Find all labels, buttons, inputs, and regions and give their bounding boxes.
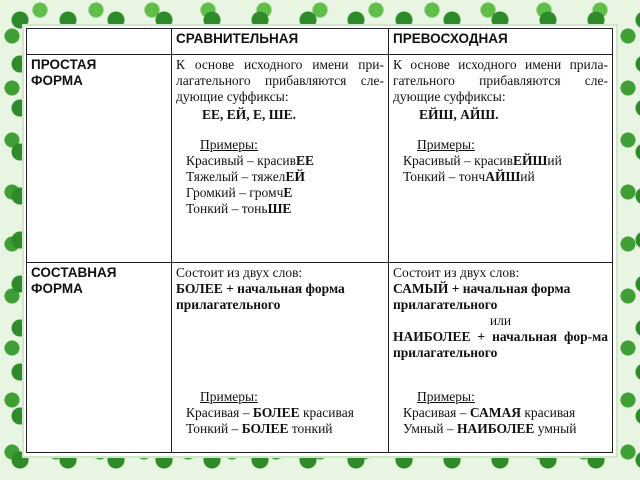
- example-text: Красивый – красив: [403, 153, 514, 168]
- example-text: Красивая –: [403, 405, 470, 420]
- example-line: [186, 153, 384, 169]
- compound-superlative-or: или: [489, 313, 512, 328]
- example-suffix: ЕЕ: [296, 153, 315, 168]
- examples-title: Примеры:: [417, 137, 475, 152]
- cell-simple-comparative: [172, 55, 389, 263]
- example-suffix: ЕЙ: [285, 169, 305, 184]
- example-suffix: ЕЙШ: [513, 153, 548, 168]
- examples-title: Примеры:: [417, 389, 475, 404]
- cell-simple-superlative: [389, 55, 613, 263]
- example-line: [186, 201, 384, 217]
- row-label-line2: ФОРМА: [31, 73, 83, 88]
- example-word: НАИБОЛЕЕ: [456, 421, 535, 436]
- examples-title: Примеры:: [200, 137, 258, 152]
- adjective-degrees-table: [26, 28, 613, 453]
- example-word: БОЛЕЕ: [241, 421, 289, 436]
- example-suffix: Е: [283, 185, 293, 200]
- table-row-compound-form: [27, 263, 613, 453]
- example-text: Тонкий –: [186, 421, 242, 436]
- compound-superlative-rule1: САМЫЙ + начальная форма прилагательного: [393, 281, 571, 312]
- row-label-line1: ПРОСТАЯ: [31, 57, 97, 72]
- example-line: [403, 169, 608, 185]
- example-ending: ий: [520, 169, 535, 184]
- row-label-line2: ФОРМА: [31, 281, 83, 296]
- header-empty-cell: [27, 29, 172, 55]
- table-header-row: [27, 29, 613, 55]
- header-comparative: СРАВНИТЕЛЬНАЯ: [172, 29, 389, 55]
- example-line: [403, 405, 608, 421]
- example-line: [186, 185, 384, 201]
- cell-compound-superlative: [389, 263, 613, 453]
- row-label-compound: [27, 263, 172, 453]
- example-line: [403, 421, 608, 437]
- example-line: [186, 421, 384, 437]
- examples-title: Примеры:: [200, 389, 258, 404]
- example-text: Красивая –: [186, 405, 253, 420]
- example-ending: ий: [547, 153, 562, 168]
- row-label-simple: [27, 55, 172, 263]
- simple-comparative-intro: К основе исходного имени при-лагательного прибавляются сле-дующие суффиксы:: [176, 57, 384, 104]
- simple-superlative-suffixes: ЕЙШ, АЙШ.: [419, 107, 499, 122]
- example-word: САМАЯ: [469, 405, 521, 420]
- example-text: Умный –: [403, 421, 457, 436]
- simple-superlative-intro: К основе исходного имени прила-гательного прибавляются сле-дующие суффиксы:: [393, 57, 608, 104]
- example-text: Красивый – красив: [186, 153, 297, 168]
- example-line: [186, 169, 384, 185]
- simple-comparative-suffixes: ЕЕ, ЕЙ, Е, ШЕ.: [202, 107, 296, 122]
- compound-superlative-intro: Состоит из двух слов:: [393, 265, 520, 280]
- document-sheet: [22, 24, 618, 458]
- example-text: Громкий – громч: [186, 185, 284, 200]
- table-row-simple-form: [27, 55, 613, 263]
- example-text: Тяжелый – тяжел: [186, 169, 286, 184]
- example-ending: красивая: [520, 405, 576, 420]
- example-suffix: ШЕ: [267, 201, 292, 216]
- example-text: Тонкий – тонь: [186, 201, 268, 216]
- row-label-line1: СОСТАВНАЯ: [31, 265, 117, 280]
- compound-comparative-rule: БОЛЕЕ + начальная форма прилагательного: [176, 281, 345, 312]
- example-suffix: АЙШ: [485, 169, 521, 184]
- spacer: [176, 313, 384, 359]
- example-ending: красивая: [299, 405, 354, 420]
- example-line: [403, 153, 608, 169]
- example-text: Тонкий – тонч: [403, 169, 486, 184]
- example-line: [186, 405, 384, 421]
- example-word: БОЛЕЕ: [252, 405, 300, 420]
- example-ending: тонкий: [288, 421, 333, 436]
- header-superlative: ПРЕВОСХОДНАЯ: [389, 29, 613, 55]
- compound-comparative-intro: Состоит из двух слов:: [176, 265, 303, 280]
- cell-compound-comparative: [172, 263, 389, 453]
- example-ending: умный: [534, 421, 577, 436]
- compound-superlative-rule2: НАИБОЛЕЕ + начальная фор-ма прилагательного: [393, 329, 608, 360]
